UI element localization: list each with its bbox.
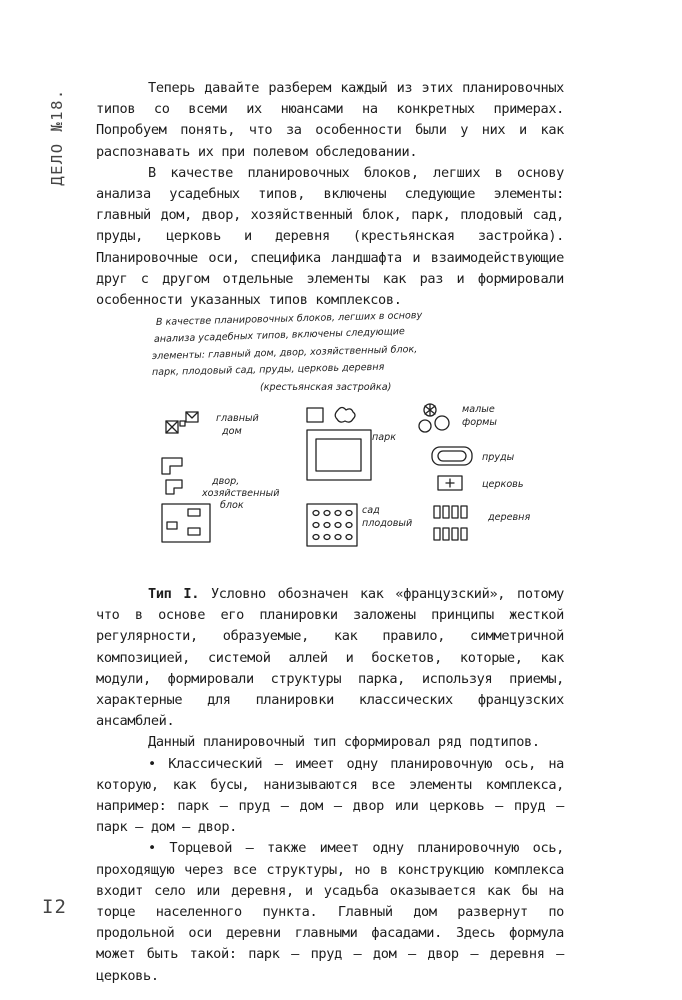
village-house-mark <box>434 506 440 518</box>
park-icon <box>307 408 371 481</box>
paragraph: В качестве планировочных блоков, легших в основу анализа усадебных типов, включены следующие элементы: главный дом, двор, хозяйственный блок, парк, плодовый сад, пруды, церковь и деревня (крестьянская застройка). Планировочные оси, специфика ландшафта и взаимодействующие друг с другом отдельные элементы как раз и формировали особенности указанных типов комплексов. <box>96 164 564 309</box>
household-block-icon <box>162 504 210 542</box>
label-church: церковь <box>482 479 524 490</box>
label-orchard: плодовый <box>362 518 413 529</box>
orchard-tree-mark <box>346 523 352 528</box>
village-icon <box>434 506 467 540</box>
paragraph: • Классический — имеет одну планировочную ось, на которую, как бусы, нанизываются все элементы комплекса, например: парк — пруд — дом — двор или церковь — пруд — парк — дом — двор. <box>96 755 564 836</box>
village-house-mark <box>461 528 467 540</box>
sketch-note-line: парк, плодовый сад, пруды, церковь деревня <box>151 361 385 378</box>
label-yard: хозяйственный <box>202 488 280 499</box>
orchard-tree-mark <box>346 535 352 540</box>
label-ponds: пруды <box>482 452 515 463</box>
orchard-tree-mark <box>335 535 341 540</box>
hand-drawn-sketch <box>150 308 550 562</box>
label-yard: двор, <box>212 476 240 487</box>
paragraph: • Торцевой — также имеет одну планировочную ось, проходящую через все структуры, но в конструкцию комплекса входит село или деревня, и усадьба оказывается как бы на торце населенного пункта. Главный дом развернут по продольной оси деревни главными фасадами. Здесь формула может быть такой: парк — пруд — дом — двор — деревня — церковь. <box>96 840 564 984</box>
orchard-tree-mark <box>313 511 319 516</box>
orchard-tree-mark <box>335 511 341 516</box>
pond-icon <box>432 447 472 465</box>
village-house-mark <box>443 528 449 540</box>
label-yard: блок <box>220 500 244 511</box>
orchard-tree-mark <box>335 523 341 528</box>
type-heading: Тип I. <box>148 586 200 602</box>
village-house-mark <box>434 528 440 540</box>
paragraph <box>96 584 564 732</box>
orchard-tree-mark <box>324 535 330 540</box>
sketch-note-line: элементы: главный дом, двор, хозяйственный блок, <box>151 344 418 362</box>
orchard-icon <box>307 504 357 546</box>
church-icon <box>438 476 462 490</box>
label-main-house: дом <box>222 426 242 437</box>
main-house-icon <box>166 412 198 433</box>
orchard-tree-mark <box>324 511 330 516</box>
village-house-mark <box>443 506 449 518</box>
paragraph: Теперь давайте разберем каждый из этих планировочных типов со всеми их нюансами на конкретных примерах. Попробуем понять, что за особенности были у них и как распознавать их при полевом обследовании. <box>96 80 564 160</box>
label-village: деревня <box>488 512 531 523</box>
label-orchard: сад <box>362 505 380 516</box>
type-one-text <box>96 584 564 987</box>
label-small-forms: малые <box>462 404 495 415</box>
small-forms-icon <box>419 404 449 432</box>
orchard-tree-mark <box>313 535 319 540</box>
label-park: парк <box>372 432 397 443</box>
intro-text <box>96 78 564 311</box>
yard-icon <box>162 458 182 494</box>
village-house-mark <box>452 528 458 540</box>
sketch-note-line: В качестве планировочных блоков, легших в основу <box>155 310 423 328</box>
paragraph: Данный планировочный тип сформировал ряд подтипов. <box>148 734 540 751</box>
page-number: I2 <box>42 896 67 918</box>
orchard-tree-mark <box>324 523 330 528</box>
label-small-forms: формы <box>462 417 497 428</box>
type-description: Условно обозначен как «французский», потому что в основе его планировки заложены принципы жесткой регулярности, образуемые, как правило, симметричной композицией, системой аллей и боскетов, которые, как модули, формировали структуры парка, используя приемы, характерные для планировки классических французских ансамблей. <box>96 586 564 730</box>
sketch-note-line: анализа усадебных типов, включены следующие <box>153 326 405 345</box>
running-header <box>44 82 70 192</box>
village-house-mark <box>461 506 467 518</box>
village-house-mark <box>452 506 458 518</box>
label-main-house: главный <box>216 413 259 424</box>
orchard-tree-mark <box>346 511 352 516</box>
orchard-tree-mark <box>313 523 319 528</box>
running-header-text: ДЕЛО №18. <box>48 88 66 186</box>
sketch-note-line: (крестьянская застройка) <box>260 382 392 393</box>
